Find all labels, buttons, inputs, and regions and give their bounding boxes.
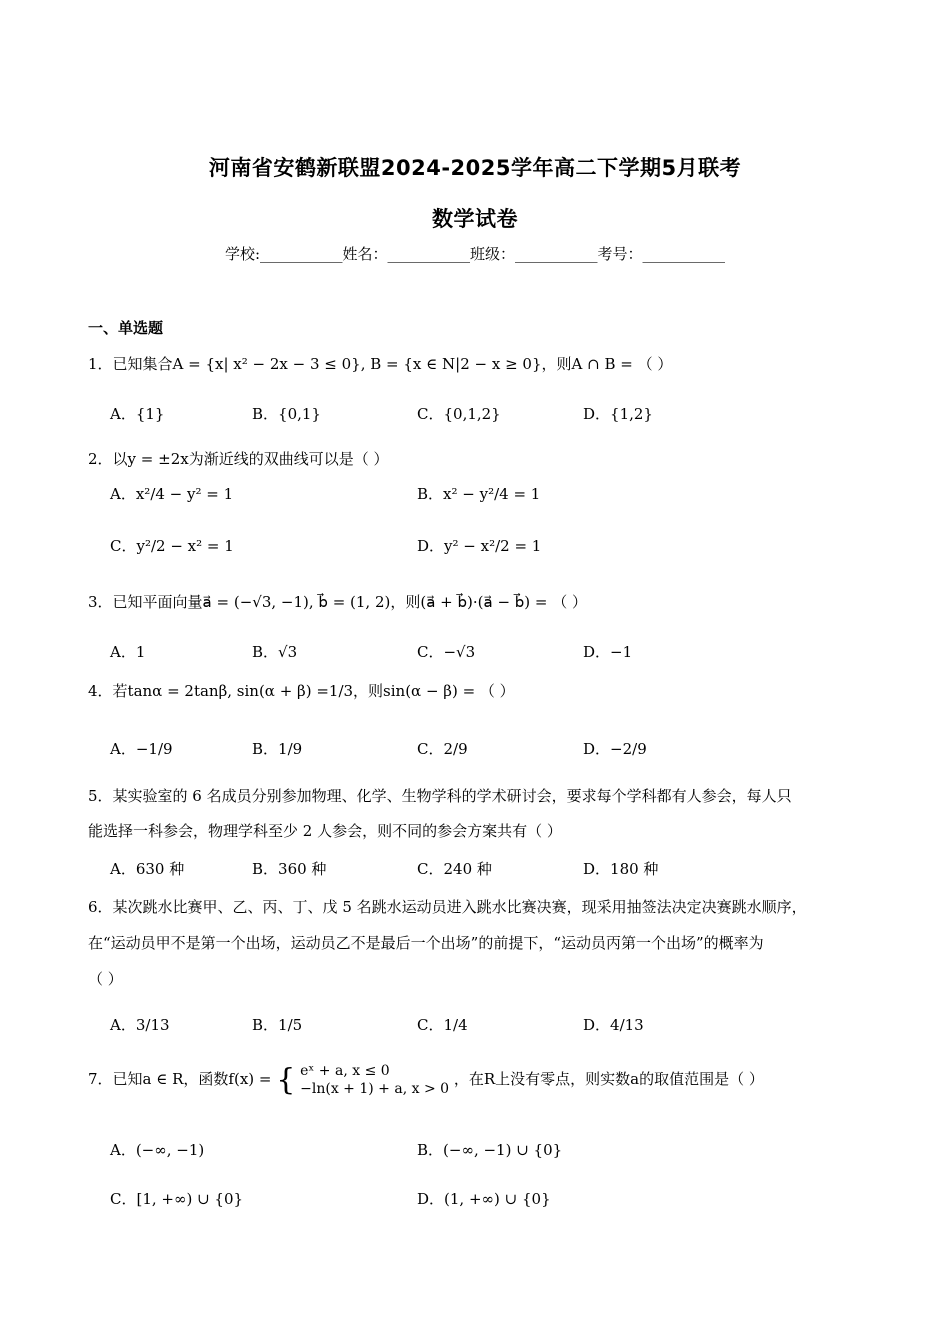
q1-option-d: D．{1,2} <box>583 405 653 423</box>
piece-2: −ln(x + 1) + a, x > 0 <box>300 1081 450 1098</box>
question-2-stem: 2．以y = ±2x为渐近线的双曲线可以是（ ） <box>88 450 389 468</box>
q6-option-b: B．1/5 <box>252 1016 303 1034</box>
q4-option-b: B．1/9 <box>252 740 303 758</box>
question-3-stem: 3．已知平面向量a⃗ = (−√3, −1), b⃗ = (1, 2)，则(a⃗ + b⃗)·(a⃗ − b⃗) = （ ） <box>88 593 588 611</box>
question-1-stem: 1．已知集合A = {x| x² − 2x − 3 ≤ 0}, B = {x ∈ N|2 − x ≥ 0}，则A ∩ B = （ ） <box>88 355 673 373</box>
q1-option-c: C．{0,1,2} <box>417 405 501 423</box>
q3-option-d: D．−1 <box>583 643 633 661</box>
q5-option-a: A．630 种 <box>110 860 185 878</box>
question-4-stem: 4．若tanα = 2tanβ, sin(α + β) =1/3，则sin(α − β) = （ ） <box>88 682 515 700</box>
q2-option-a: A．x²/4 − y² = 1 <box>110 485 234 503</box>
question-5-stem-line2: 能选择一科参会，物理学科至少 2 人参会，则不同的参会方案共有（ ） <box>88 822 562 840</box>
q5-option-b: B．360 种 <box>252 860 327 878</box>
q2-option-b-math: x² − y²/4 = 1 <box>443 485 541 503</box>
question-6-stem: 6．某次跳水比赛甲、乙、丙、丁、戊 5 名跳水运动员进入跳水比赛决赛，现采用抽签法决定决赛跳水顺序， <box>88 898 807 916</box>
q6-option-a: A．3/13 <box>110 1016 170 1034</box>
q4-option-d: D．−2/9 <box>583 740 647 758</box>
piece-1: eˣ + a, x ≤ 0 <box>300 1063 390 1079</box>
q4-option-c: C．2/9 <box>417 740 468 758</box>
q2-option-c-math: y²/2 − x² = 1 <box>136 537 234 555</box>
q7-option-b: B．(−∞, −1) ∪ {0} <box>417 1141 563 1159</box>
q1-option-b: B．{0,1} <box>252 405 321 423</box>
question-5-stem: 5．某实验室的 6 名成员分别参加物理、化学、生物学科的学术研讨会，要求每个学科都有人参会，每人只 <box>88 787 792 805</box>
piecewise-brace: { <box>276 1062 296 1098</box>
piecewise-function <box>300 1062 449 1098</box>
section-heading: 一、单选题 <box>88 319 164 337</box>
q2-option-a-math: x²/4 − y² = 1 <box>135 485 234 503</box>
q2-option-d: D．y² − x²/2 = 1 <box>417 537 542 555</box>
q5-option-c: C．240 种 <box>417 860 492 878</box>
q7-option-c: C．[1, +∞) ∪ {0} <box>110 1190 244 1208</box>
question-6-stem-line3: （ ） <box>88 970 123 988</box>
q4-option-a: A．−1/9 <box>110 740 173 758</box>
q6-option-d: D．4/13 <box>583 1016 644 1034</box>
q3-option-b: B．√3 <box>252 643 298 661</box>
page-subtitle: 数学试卷 <box>432 207 518 231</box>
q6-option-c: C．1/4 <box>417 1016 468 1034</box>
q5-option-d: D．180 种 <box>583 860 659 878</box>
q7-option-d: D．(1, +∞) ∪ {0} <box>417 1190 551 1208</box>
q3-option-c: C．−√3 <box>417 643 476 661</box>
q3-option-a: A．1 <box>110 643 146 661</box>
student-info-line: 学校:___________姓名：___________班级：___________考号：___________ <box>224 245 726 263</box>
q4-stem-fraction: 1/3 <box>328 682 354 700</box>
q7-option-a: A．(−∞, −1) <box>110 1141 205 1159</box>
q2-option-b: B．x² − y²/4 = 1 <box>417 485 541 503</box>
q1-option-a: A．{1} <box>110 405 165 423</box>
question-6-stem-line2: 在“运动员甲不是第一个出场，运动员乙不是最后一个出场”的前提下，“运动员丙第一个出场”的概率为 <box>88 934 764 952</box>
question-7-stem: 7．已知a ∈ R，函数f(x) = { eˣ + a, x ≤ 0 −ln(x + 1) + a, x > 0 ，在R上没有零点，则实数a的取值范围是（ ） <box>88 1062 764 1098</box>
page-title: 河南省安鹤新联盟2024-2025学年高二下学期5月联考 <box>208 156 742 180</box>
q2-option-c: C．y²/2 − x² = 1 <box>110 537 234 555</box>
q2-option-d-math: y² − x²/2 = 1 <box>444 537 542 555</box>
